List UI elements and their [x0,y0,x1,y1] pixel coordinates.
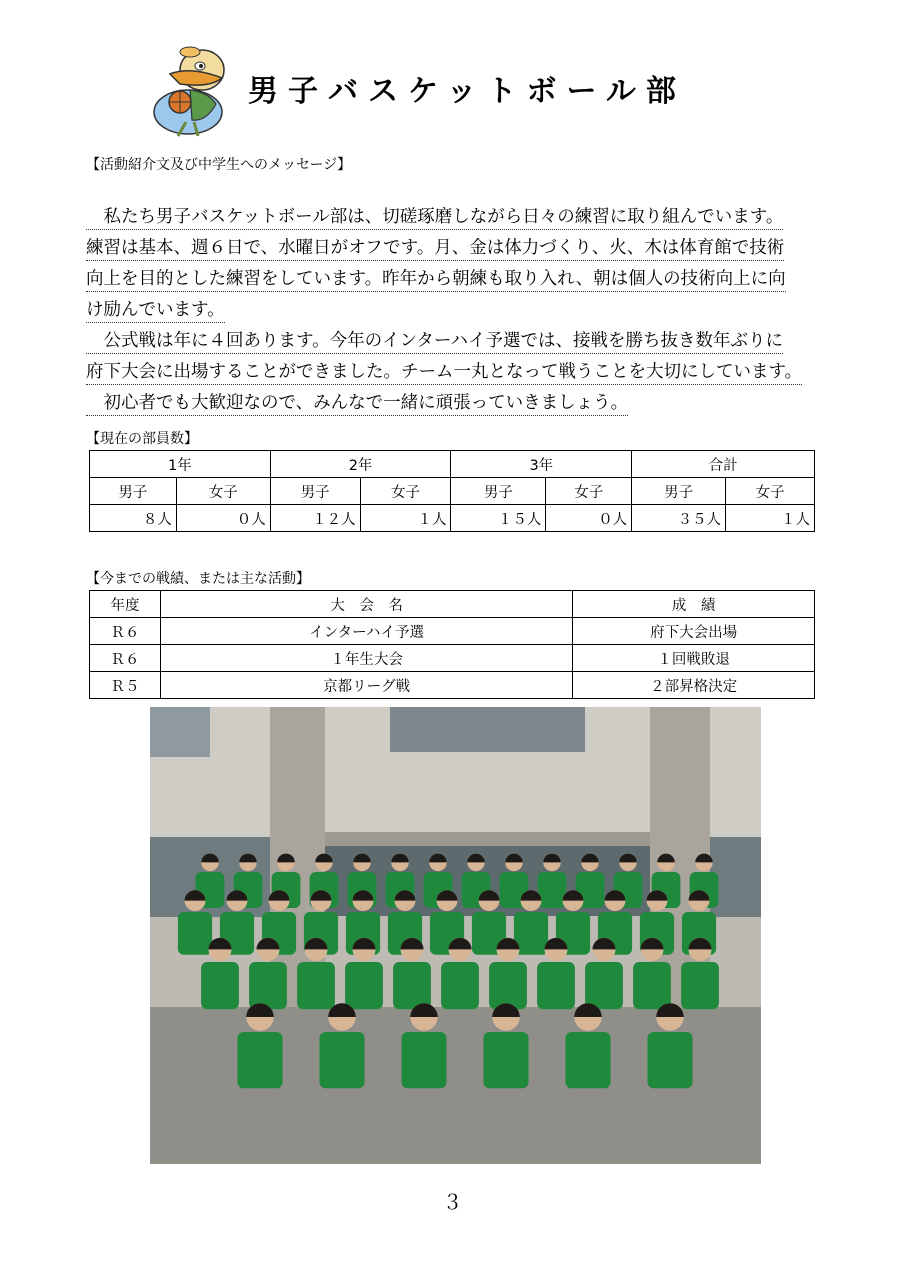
team-member-shirt [238,1032,283,1088]
gender-header: 男子 [451,478,546,505]
message-line: 公式戦は年に４回あります。今年のインターハイ予選では、接戦を勝ち抜き数年ぶりに [86,329,783,354]
result-event: １年生大会 [160,645,572,672]
group-header: 合計 [632,451,815,478]
result-outcome: １回戦敗退 [573,645,815,672]
team-member-shirt [402,1032,447,1088]
result-event: 京都リーグ戦 [160,672,572,699]
results-row [90,672,815,699]
team-member-shirt [393,962,431,1009]
results-row [90,618,815,645]
message-line: け励んでいます。 [86,298,225,323]
message-line: 向上を目的とした練習をしています。昨年から朝練も取り入れ、朝は個人の技術向上に向 [86,267,786,292]
group-header: 1年 [90,451,271,478]
group-header: 3年 [451,451,632,478]
gender-header: 男子 [632,478,726,505]
results-table [89,590,815,699]
team-member-shirt [441,962,479,1009]
team-member-shirt [345,962,383,1009]
results-header: 成 績 [573,591,815,618]
gender-header: 女子 [360,478,451,505]
team-member-shirt [178,912,212,955]
results-header: 年度 [90,591,161,618]
message-line: 私たち男子バスケットボール部は、切磋琢磨しながら日々の練習に取り組んでいます。 [86,205,783,230]
member-count: １２人 [270,505,360,532]
group-header: 2年 [270,451,451,478]
members-section-label: 【現在の部員数】 [86,431,198,447]
team-member-shirt [648,1032,693,1088]
result-year: Ｒ６ [90,618,161,645]
message-line: 府下大会に出場することができました。チーム一丸となって戦うことを大切にしています。 [86,360,802,385]
gender-header: 男子 [90,478,177,505]
message-line: 練習は基本、週６日で、水曜日がオフです。月、金は体力づくり、火、木は体育館で技術 [86,236,784,261]
team-member-shirt [484,1032,529,1088]
result-outcome: ２部昇格決定 [573,672,815,699]
result-year: Ｒ５ [90,672,161,699]
results-header-row [90,591,815,618]
team-member-shirt [297,962,335,1009]
team-member-shirt [633,962,671,1009]
member-count: １人 [726,505,815,532]
results-row [90,645,815,672]
members-table [89,450,815,532]
team-member-shirt [249,962,287,1009]
members-subheader-row [90,478,815,505]
results-section-label: 【今までの戦績、または主な活動】 [86,571,310,587]
team-member-shirt [681,962,719,1009]
team-member-shirt [201,962,239,1009]
member-count: ８人 [90,505,177,532]
team-member-shirt [566,1032,611,1088]
message-line: 初心者でも大歓迎なので、みんなで一緒に頑張っていきましょう。 [86,391,628,416]
member-count: １５人 [451,505,546,532]
duck-mascot-basketball-icon [150,42,240,138]
member-count: ０人 [176,505,270,532]
gender-header: 女子 [726,478,815,505]
gender-header: 女子 [176,478,270,505]
result-year: Ｒ６ [90,645,161,672]
message-body [86,203,821,420]
member-count: ３５人 [632,505,726,532]
results-header: 大 会 名 [160,591,572,618]
team-photo [150,707,761,1164]
members-group-row [90,451,815,478]
result-event: インターハイ予選 [160,618,572,645]
team-member-shirt [585,962,623,1009]
team-member-shirt [538,872,567,908]
team-member-shirt [489,962,527,1009]
gender-header: 男子 [270,478,360,505]
member-count: １人 [360,505,451,532]
page-number: ３ [442,1190,463,1214]
members-count-row [90,505,815,532]
message-section-label: 【活動紹介文及び中学生へのメッセージ】 [86,157,352,173]
member-count: ０人 [546,505,632,532]
gender-header: 女子 [546,478,632,505]
result-outcome: 府下大会出場 [573,618,815,645]
team-member-shirt [537,962,575,1009]
club-title: 男子バスケットボール部 [248,74,686,109]
team-member-shirt [320,1032,365,1088]
